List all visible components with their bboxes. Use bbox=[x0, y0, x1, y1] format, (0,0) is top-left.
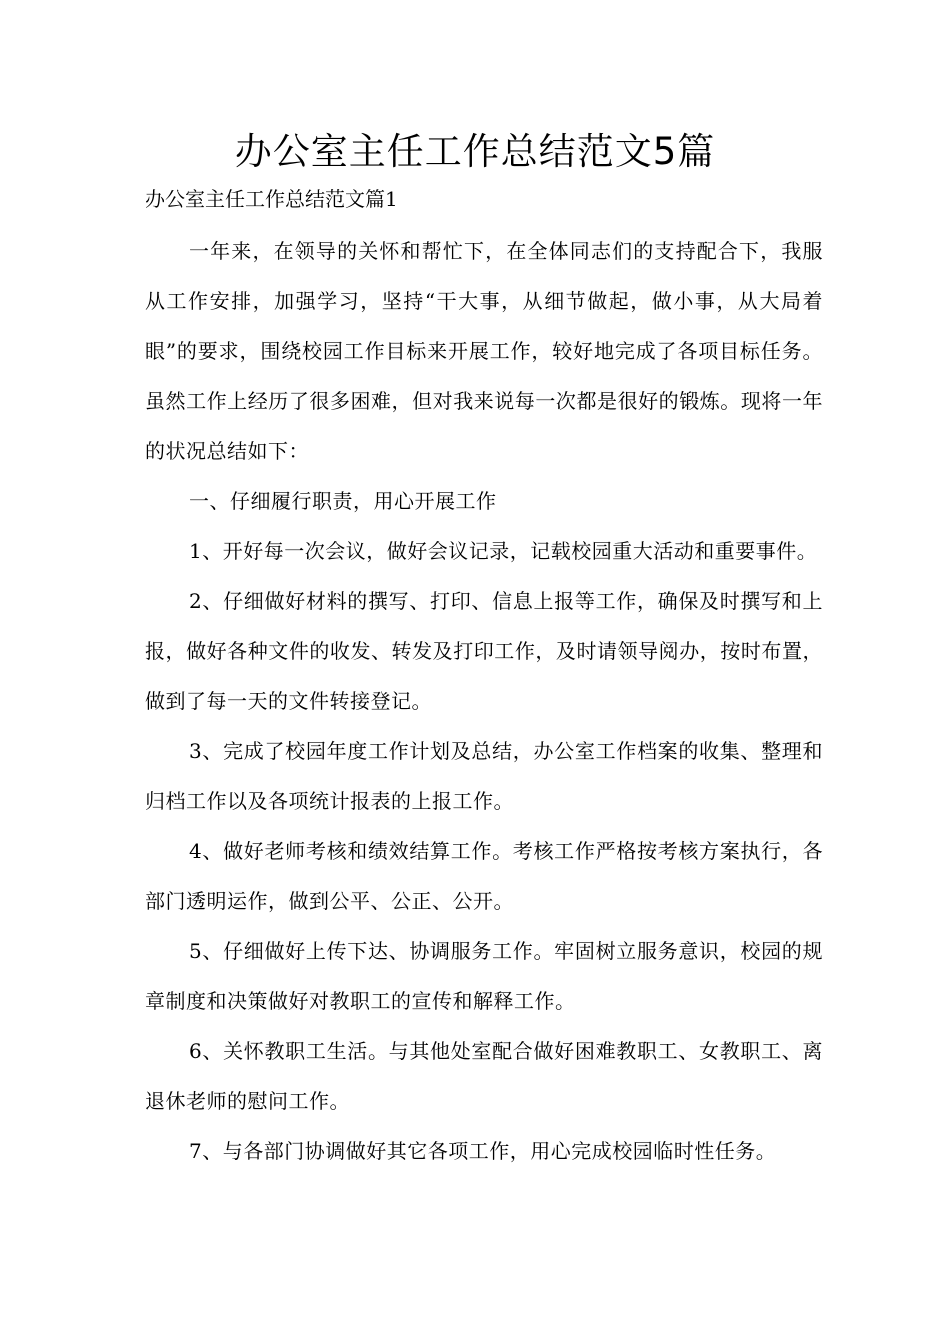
paragraph-item-6: 6、关怀教职工生活。与其他处室配合做好困难教职工、女教职工、离退休老师的慰问工作。 bbox=[145, 1039, 823, 1113]
paragraph-heading-1: 一、仔细履行职责，用心开展工作 bbox=[189, 489, 497, 513]
paragraph-item-2: 2、仔细做好材料的撰写、打印、信息上报等工作，确保及时撰写和上报，做好各种文件的收发、转发及打印工作，及时请领导阅办，按时布置，做到了每一天的文件转接登记。 bbox=[145, 589, 823, 713]
paragraph-item-1: 1、开好每一次会议，做好会议记录，记载校园重大活动和重要事件。 bbox=[189, 539, 818, 563]
document-body bbox=[145, 226, 823, 1176]
paragraph-item-3: 3、完成了校园年度工作计划及总结，办公室工作档案的收集、整理和归档工作以及各项统计报表的上报工作。 bbox=[145, 739, 823, 813]
paragraph-item-4: 4、做好老师考核和绩效结算工作。考核工作严格按考核方案执行，各部门透明运作，做到公平、公正、公开。 bbox=[145, 839, 823, 913]
paragraph-intro: 一年来，在领导的关怀和帮忙下，在全体同志们的支持配合下，我服从工作安排，加强学习，坚持“干大事，从细节做起，做小事，从大局着眼”的要求，围绕校园工作目标来开展工作，较好地完成了各项目标任务。虽然工作上经历了很多困难，但对我来说每一次都是很好的锻炼。现将一年的状况总结如下： bbox=[145, 239, 823, 463]
paragraph-item-7: 7、与各部门协调做好其它各项工作，用心完成校园临时性任务。 bbox=[189, 1139, 777, 1163]
section-heading: 办公室主任工作总结范文篇1 bbox=[145, 187, 398, 211]
document-title: 办公室主任工作总结范文5篇 bbox=[234, 130, 716, 173]
paragraph-item-5: 5、仔细做好上传下达、协调服务工作。牢固树立服务意识，校园的规章制度和决策做好对教职工的宣传和解释工作。 bbox=[145, 939, 823, 1013]
